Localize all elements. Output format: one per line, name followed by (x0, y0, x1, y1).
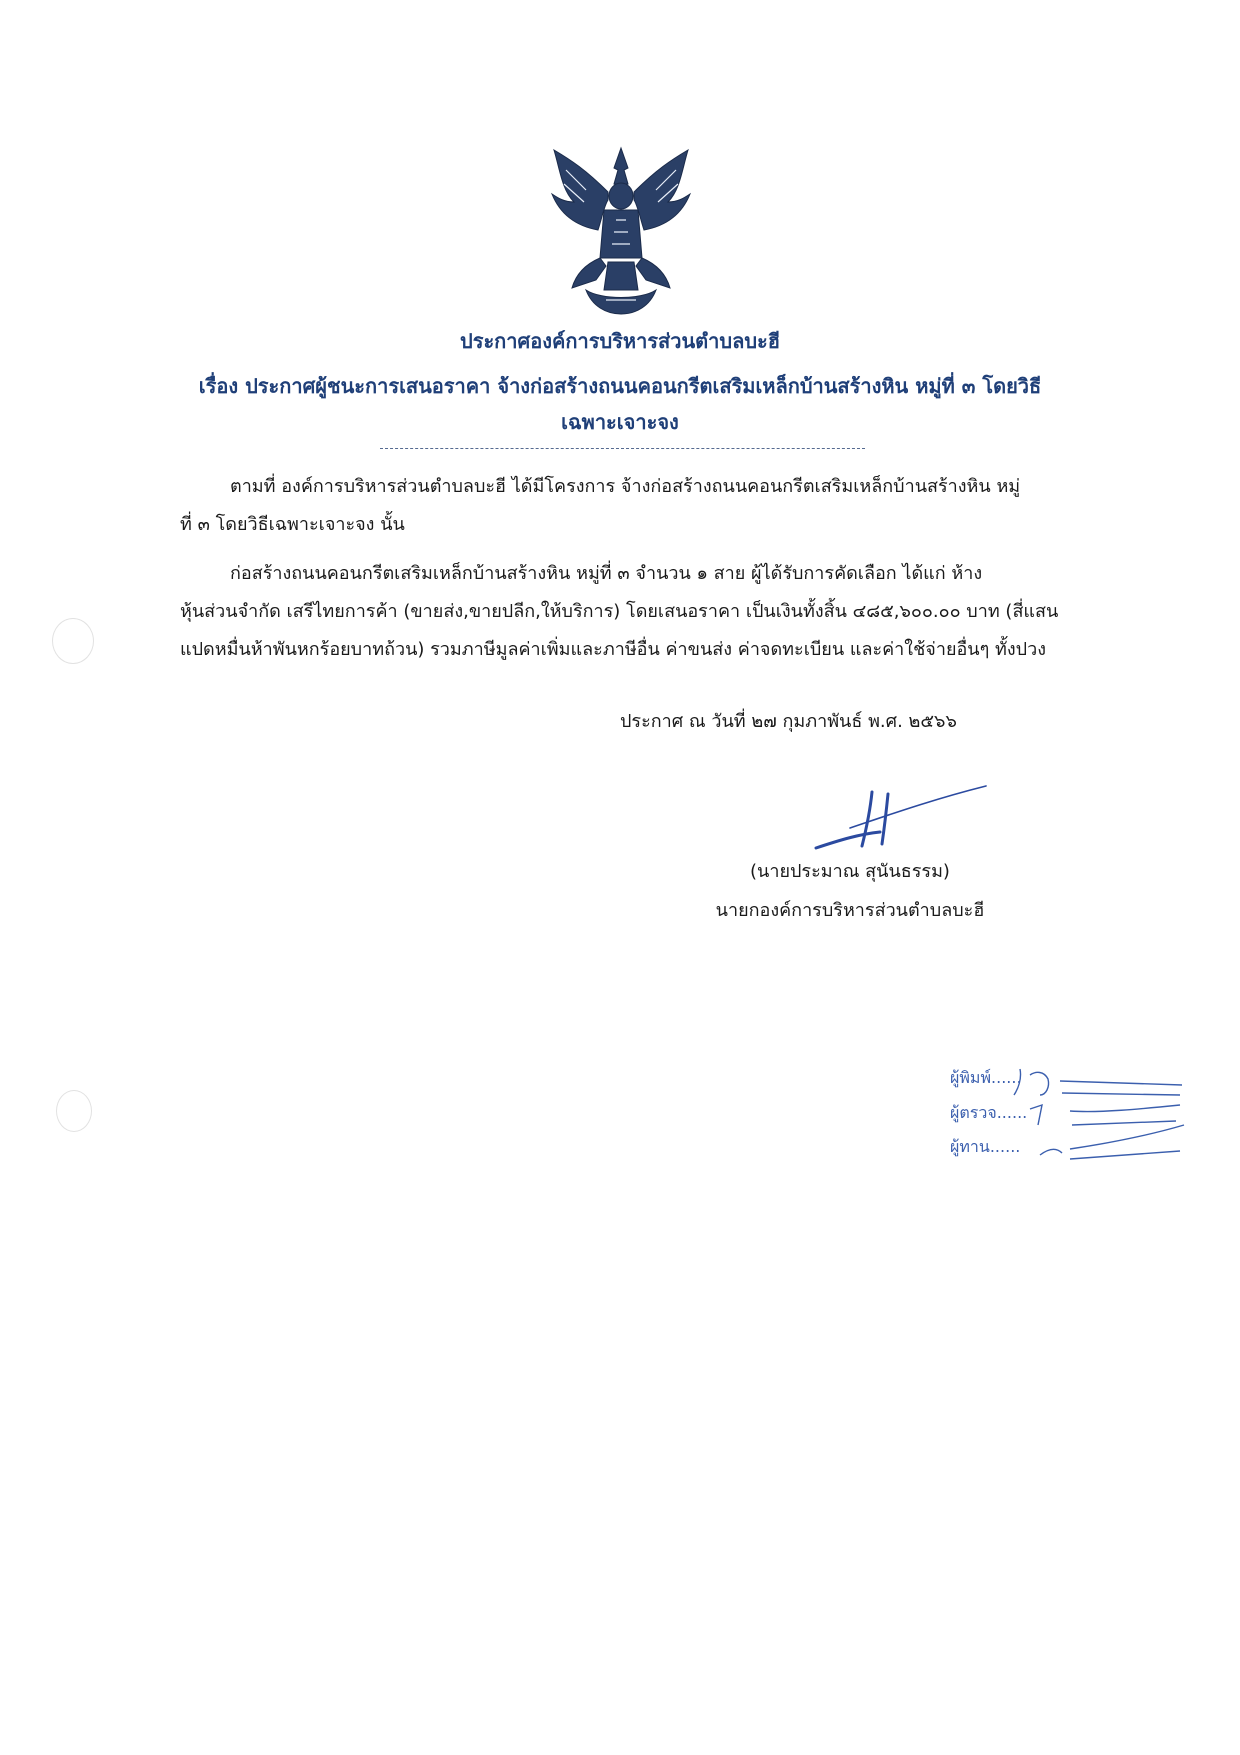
paragraph-project (180, 468, 1120, 544)
announcement-date: ประกาศ ณ วันที่ ๒๗ กุมภาพันธ์ พ.ศ. ๒๕๖๖ (620, 711, 957, 732)
paragraph-line: หุ้นส่วนจำกัด เสรีไทยการค้า (ขายส่ง,ขายปลีก,ให้บริการ) โดยเสนอราคา เป็นเงินทั้งสิ้น ๔๘๕,๖๐๐.๐๐ บาท (สี่แสน (180, 601, 1059, 622)
signatory-name: (นายประมาณ สุนันธรรม) (750, 861, 950, 882)
signatory-title: นายกองค์การบริหารส่วนตำบลบะฮี (715, 900, 985, 921)
paragraph-line: แปดหมื่นห้าพันหกร้อยบาทถ้วน) รวมภาษีมูลค่าเพิ่มและภาษีอื่น ค่าขนส่ง ค่าจดทะเบียน และค่าใช้จ่ายอื่นๆ ทั้งปวง (180, 639, 1046, 660)
stamp-checker-label: ผู้ตรวจ...... (950, 1103, 1028, 1122)
handwritten-signature (810, 782, 990, 854)
punch-hole-mark (52, 618, 94, 664)
subject-heading-continued: เฉพาะเจาะจง (561, 410, 679, 434)
dashed-divider (380, 448, 865, 449)
paragraph-line: ที่ ๓ โดยวิธีเฉพาะเจาะจง นั้น (180, 514, 405, 535)
paragraph-line: ก่อสร้างถนนคอนกรีตเสริมเหล็กบ้านสร้างหิน หมู่ที่ ๓ จำนวน ๑ สาย ผู้ได้รับการคัดเลือก ได้แก่ ห้าง (230, 563, 983, 584)
garuda-emblem (546, 140, 696, 322)
initials-stamp (1000, 1065, 1190, 1165)
punch-hole-mark (56, 1090, 92, 1132)
paragraph-winner (180, 555, 1120, 669)
subject-heading: เรื่อง ประกาศผู้ชนะการเสนอราคา จ้างก่อสร้างถนนคอนกรีตเสริมเหล็กบ้านสร้างหิน หมู่ที่ ๓ โดยวิธี (198, 374, 1042, 398)
stamp-reviewer-label: ผู้ทาน...... (950, 1137, 1021, 1156)
stamp-typist-label: ผู้พิมพ์...... (950, 1068, 1022, 1087)
paragraph-line: ตามที่ องค์การบริหารส่วนตำบลบะฮี ได้มีโครงการ จ้างก่อสร้างถนนคอนกรีตเสริมเหล็กบ้านสร้างหิน หมู่ (230, 476, 1021, 497)
organization-heading: ประกาศองค์การบริหารส่วนตำบลบะฮี (460, 329, 780, 353)
